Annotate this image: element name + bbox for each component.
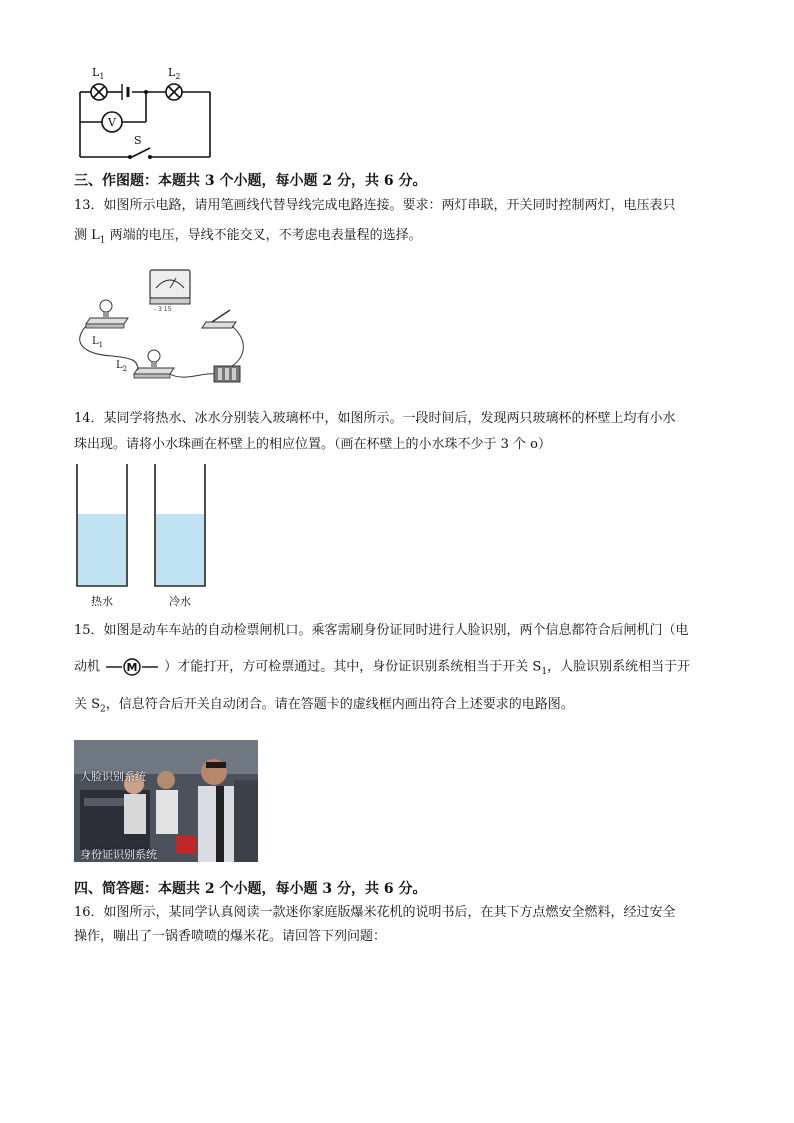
q16-line2: 操作，嘣出了一锅香喷喷的爆米花。请回答下列问题： [74,929,387,944]
ticket-gate-photo [74,740,258,862]
q15-line2-post: ，人脸识别系统相当于开 [547,659,691,675]
voltmeter-label: V [108,116,116,129]
switch-label: S [134,134,142,147]
lamp-l2-label: $L_2$ [168,66,181,81]
photo-illustration [74,740,258,862]
q15-line2 [74,658,690,681]
q15-line2-sub: 1 [541,667,548,678]
q14-line2: 珠出现。请将小水珠画在杯壁上的相应位置。（画在杯壁上的小水珠不少于 3 个 o） [74,437,551,452]
motor-icon [106,658,158,676]
photo-caption-top: 人脸识别系统 [80,770,146,783]
q13-line2-post: 两端的电压，导线不能交叉，不考虑电表量程的选择。 [105,228,422,243]
q15-line3-pre: 关 S [74,697,101,712]
meter-scale-text: - 3 15 [154,306,172,313]
cold-water-fill [156,514,204,585]
section-4-heading: 四、简答题：本题共 2 个小题，每小题 3 分，共 6 分。 [74,881,427,897]
q15-line2-pre: 动机 [74,659,101,675]
q15-line3-post: ，信息符合后开关自动闭合。请在答题卡的虚线框内画出符合上述要求的电路图。 [105,697,574,712]
q15-line3-sub: 2 [100,704,106,715]
hot-water-fill [78,514,126,585]
lamp-l1-label: $L_1$ [92,66,105,81]
photo-caption-bottom: 身份证识别系统 [80,848,157,861]
apparatus-l2-label: $L_2$ [116,360,128,373]
q13-line2-pre: 测 L [74,228,100,243]
section-3-heading: 三、作图题：本题共 3 个小题，每小题 2 分，共 6 分。 [74,173,427,189]
q15-line3 [74,696,574,719]
q15-line2-mid: ）才能打开，方可检票通过。其中，身份证识别系统相当于开关 S [164,659,542,675]
circuit-diagram-q12 [70,62,220,164]
apparatus-l1-label: $L_1$ [92,336,104,349]
motor-symbol: M [126,661,138,674]
apparatus-figure-q13 [72,262,252,388]
q16-line1: 16．如图所示，某同学认真阅读一款迷你家庭版爆米花机的说明书后，在其下方点燃安全燃料，经过安全 [74,905,676,920]
q15-line1: 15．如图是动车车站的自动检票闸机口。乘客需刷身份证同时进行人脸识别，两个信息都符合后闸机门（电 [74,623,689,638]
glasses-figure-q14 [70,462,220,612]
q14-line1: 14．某同学将热水、冰水分别装入玻璃杯中，如图所示。一段时间后，发现两只玻璃杯的杯壁上均有小水 [74,411,676,426]
q13-line1: 13．如图所示电路，请用笔画线代替导线完成电路连接。要求：两灯串联，开关同时控制两灯，电压表只 [74,198,676,213]
q13-line2 [74,227,422,250]
q13-line2-sub: 1 [99,235,106,246]
cold-water-label: 冷水 [169,595,191,608]
hot-water-label: 热水 [91,595,113,608]
